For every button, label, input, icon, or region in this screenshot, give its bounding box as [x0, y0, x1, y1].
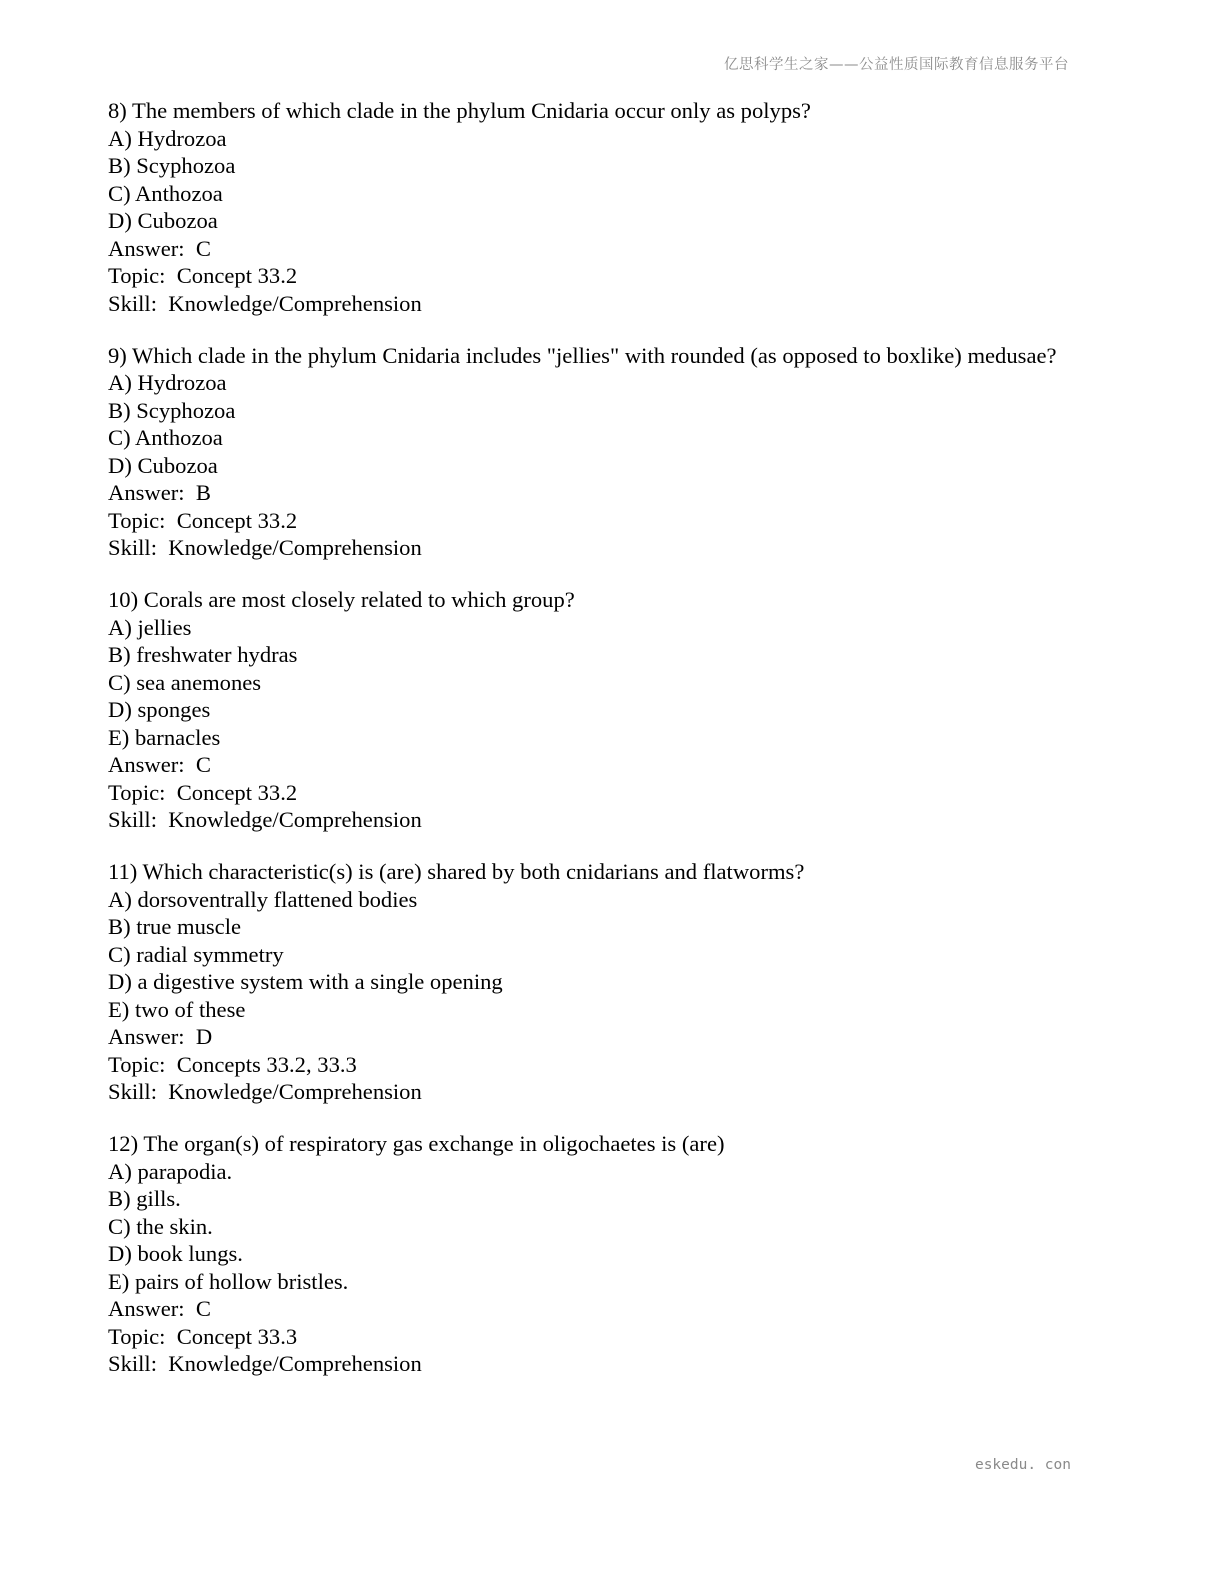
question-block-11 [108, 858, 1138, 1106]
option-d: D) sponges [108, 697, 211, 722]
option-d: D) Cubozoa [108, 452, 218, 478]
option-c: C) Anthozoa [108, 180, 223, 206]
option-d: D) book lungs. [108, 1241, 243, 1266]
answer-line: Answer: C [108, 235, 211, 261]
option-c: C) the skin. [108, 1213, 213, 1239]
option-b: B) freshwater hydras [108, 642, 298, 667]
question-list [108, 97, 1138, 1402]
page-footer: eskedu. con [974, 1457, 1071, 1473]
option-b: B) gills. [108, 1186, 181, 1211]
answer-line: Answer: C [108, 1296, 211, 1321]
option-e: E) pairs of hollow bristles. [108, 1268, 349, 1294]
option-a: A) Hydrozoa [108, 370, 227, 395]
topic-line: Topic: Concept 33.2 [108, 263, 298, 288]
topic-line: Topic: Concept 33.2 [108, 507, 298, 533]
question-text: 11) Which characteristic(s) is (are) shared by both cnidarians and flatworms? [108, 859, 805, 884]
question-block-8 [108, 97, 1138, 317]
question-block-9 [108, 342, 1138, 562]
option-a: A) Hydrozoa [108, 125, 227, 151]
answer-line: Answer: C [108, 752, 211, 777]
answer-line: Answer: B [108, 480, 211, 505]
option-b: B) Scyphozoa [108, 397, 236, 423]
topic-line: Topic: Concept 33.3 [108, 1323, 298, 1349]
skill-line: Skill: Knowledge/Comprehension [108, 1351, 422, 1376]
topic-line: Topic: Concept 33.2 [108, 779, 298, 805]
option-c: C) Anthozoa [108, 425, 223, 450]
answer-line: Answer: D [108, 1024, 213, 1049]
question-text: 12) The organ(s) of respiratory gas exchange in oligochaetes is (are) [108, 1131, 725, 1156]
skill-line: Skill: Knowledge/Comprehension [108, 535, 422, 560]
question-text: 10) Corals are most closely related to which group? [108, 587, 575, 612]
option-d: D) a digestive system with a single opening [108, 969, 503, 994]
skill-line: Skill: Knowledge/Comprehension [108, 1079, 422, 1104]
option-a: A) jellies [108, 614, 192, 640]
question-block-12 [108, 1130, 1138, 1378]
option-b: B) Scyphozoa [108, 153, 236, 178]
page-header: 亿思科学生之家——公益性质国际教育信息服务平台 [724, 57, 1069, 73]
topic-line: Topic: Concepts 33.2, 33.3 [108, 1051, 357, 1077]
option-a: A) dorsoventrally flattened bodies [108, 886, 418, 912]
question-block-10 [108, 586, 1138, 834]
skill-line: Skill: Knowledge/Comprehension [108, 290, 422, 316]
option-e: E) two of these [108, 996, 246, 1022]
option-c: C) radial symmetry [108, 941, 284, 967]
option-c: C) sea anemones [108, 669, 262, 695]
option-b: B) true muscle [108, 914, 242, 939]
skill-line: Skill: Knowledge/Comprehension [108, 807, 422, 832]
option-e: E) barnacles [108, 724, 221, 750]
option-d: D) Cubozoa [108, 208, 218, 233]
question-text: 8) The members of which clade in the phylum Cnidaria occur only as polyps? [108, 98, 811, 123]
question-text: 9) Which clade in the phylum Cnidaria includes "jellies" with rounded (as opposed to boxlike) medusae? [108, 342, 1057, 368]
option-a: A) parapodia. [108, 1158, 233, 1184]
